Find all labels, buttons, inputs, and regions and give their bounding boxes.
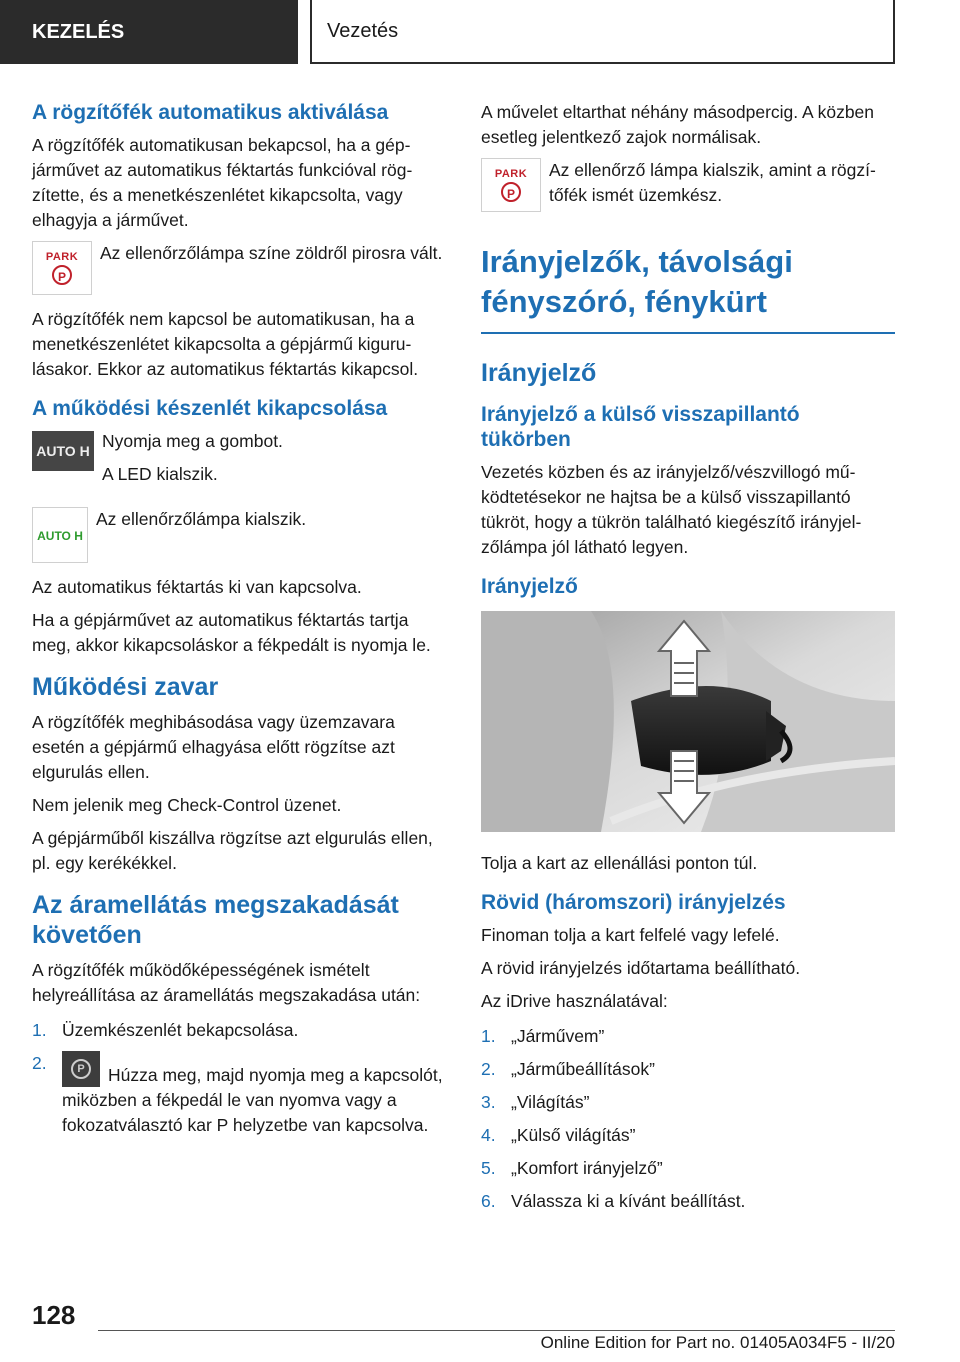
chapter-title: Vezetés	[310, 0, 895, 64]
park-warning-icon: PARK P	[32, 241, 92, 295]
paragraph: A rögzítőfék meghibásodása vagy üzemzavara esetén a gépjármű elhagyása előtt rögzítse azt elgurulás ellen.	[32, 712, 395, 782]
indicator-row	[32, 241, 447, 295]
list-item: 1. „Járművem”	[481, 1026, 605, 1046]
chapter-heading: Irányjelzők, távolsági fényszóró, fénykürt	[481, 244, 793, 319]
indicator-row	[32, 507, 447, 563]
indicator-text: Az ellenőrzőlámpa kialszik.	[96, 509, 307, 529]
paragraph: Nem jelenik meg Check-Control üzenet.	[32, 795, 342, 815]
indicator-row	[481, 158, 895, 216]
list-item: 3. „Világítás”	[481, 1092, 590, 1112]
right-column	[481, 100, 895, 1222]
heading-power-interruption: Az áramellátás megszakadását követően	[32, 891, 399, 949]
parking-brake-switch-icon: P	[62, 1051, 100, 1087]
paragraph: A rögzítőfék nem kapcsol be automatikusan, ha a menetkészenlétet kikapcsolta a gépjármű kigurulásakor. Ekkor az automatikus féktartás kikapcsol.	[32, 309, 419, 379]
paragraph: A rögzítőfék működőképességének ismételt helyreállítása az áramellátás megszakadása után:	[32, 960, 421, 1005]
left-column	[32, 100, 447, 1146]
paragraph: Az iDrive használatával:	[481, 991, 668, 1011]
heading-malfunction: Működési zavar	[32, 673, 219, 701]
heading-turn-signal: Irányjelző	[481, 359, 597, 387]
heading-short-signal: Rövid (háromszori) irányjelzés	[481, 891, 786, 914]
list-item: 2. P Húzza meg, majd nyomja meg a kapcsolót, miközben a fékpedál le van nyomva vagy a fokozatválasztó kar P helyzetbe van kapcsolva.	[32, 1053, 443, 1135]
paragraph: Vezetés közben és az irányjelző/vészvillogó működtetésekor ne hajtsa be a külső visszapillantó tükröt, hogy a tükrön található kiegészítő irányjelzőlámpa jól látható legyen.	[481, 462, 862, 557]
ordered-list	[481, 1024, 895, 1214]
park-warning-icon: PARK P	[481, 158, 541, 212]
divider	[481, 332, 895, 334]
paragraph: Ha a gépjárművet az automatikus féktartás tartja meg, akkor kikapcsoláskor a fékpedált is nyomja le.	[32, 610, 431, 655]
paragraph: Az automatikus féktartás ki van kapcsolva.	[32, 577, 362, 597]
list-item: 5. „Komfort irányjelző”	[481, 1158, 663, 1178]
heading-turn-signal-sub: Irányjelző	[481, 575, 578, 598]
edition-note: Online Edition for Part no. 01405A034F5 - II/20	[540, 1333, 895, 1352]
list-item: 6. Válassza ki a kívánt beállítást.	[481, 1191, 746, 1211]
ordered-list	[32, 1018, 447, 1138]
footer-divider	[98, 1330, 895, 1331]
heading-parking-brake-auto: A rögzítőfék automatikus aktiválása	[32, 101, 389, 124]
page-header	[0, 0, 960, 66]
paragraph: Finoman tolja a kart felfelé vagy lefelé.	[481, 925, 780, 945]
paragraph: A rögzítőfék automatikusan bekapcsol, ha a gépjárművet az automatikus féktartás funkcióval rögzítette, és a menetkészenlétet kikapcsolta, vagy elhagyja a járművet.	[32, 135, 413, 230]
instruction-text: Nyomja meg a gombot.	[102, 431, 283, 451]
auto-h-button-icon: AUTO H	[32, 431, 94, 471]
paragraph: A gépjárműből kiszállva rögzítse azt elgurulás ellen, pl. egy kerékékkel.	[32, 828, 433, 873]
image-caption: Tolja a kart az ellenállási ponton túl.	[481, 853, 758, 873]
paragraph: A művelet eltarthat néhány másodpercig. A közben esetleg jelentkező zajok normálisak.	[481, 102, 875, 147]
list-item: 4. „Külső világítás”	[481, 1125, 636, 1145]
instruction-text: A LED kialszik.	[102, 464, 218, 484]
list-item: 2. „Járműbeállítások”	[481, 1059, 655, 1079]
paragraph: A rövid irányjelzés időtartama beállítható.	[481, 958, 801, 978]
list-item: 1. Üzemkészenlét bekapcsolása.	[32, 1020, 299, 1040]
button-row	[32, 429, 447, 495]
page-number: 128	[32, 1300, 76, 1330]
indicator-text: Az ellenőrző lámpa kialszik, amint a rögzítőfék ismét üzemkész.	[549, 160, 876, 205]
indicator-text: Az ellenőrzőlámpa színe zöldről pirosra vált.	[100, 243, 443, 263]
section-tab: KEZELÉS	[0, 0, 298, 64]
auto-h-lamp-icon: AUTO H	[32, 507, 88, 563]
turn-signal-lever-illustration	[481, 611, 895, 832]
heading-standby-off: A működési készenlét kikapcsolása	[32, 397, 388, 420]
heading-mirror-signal: Irányjelző a külső visszapillantó tükörben	[481, 403, 800, 451]
